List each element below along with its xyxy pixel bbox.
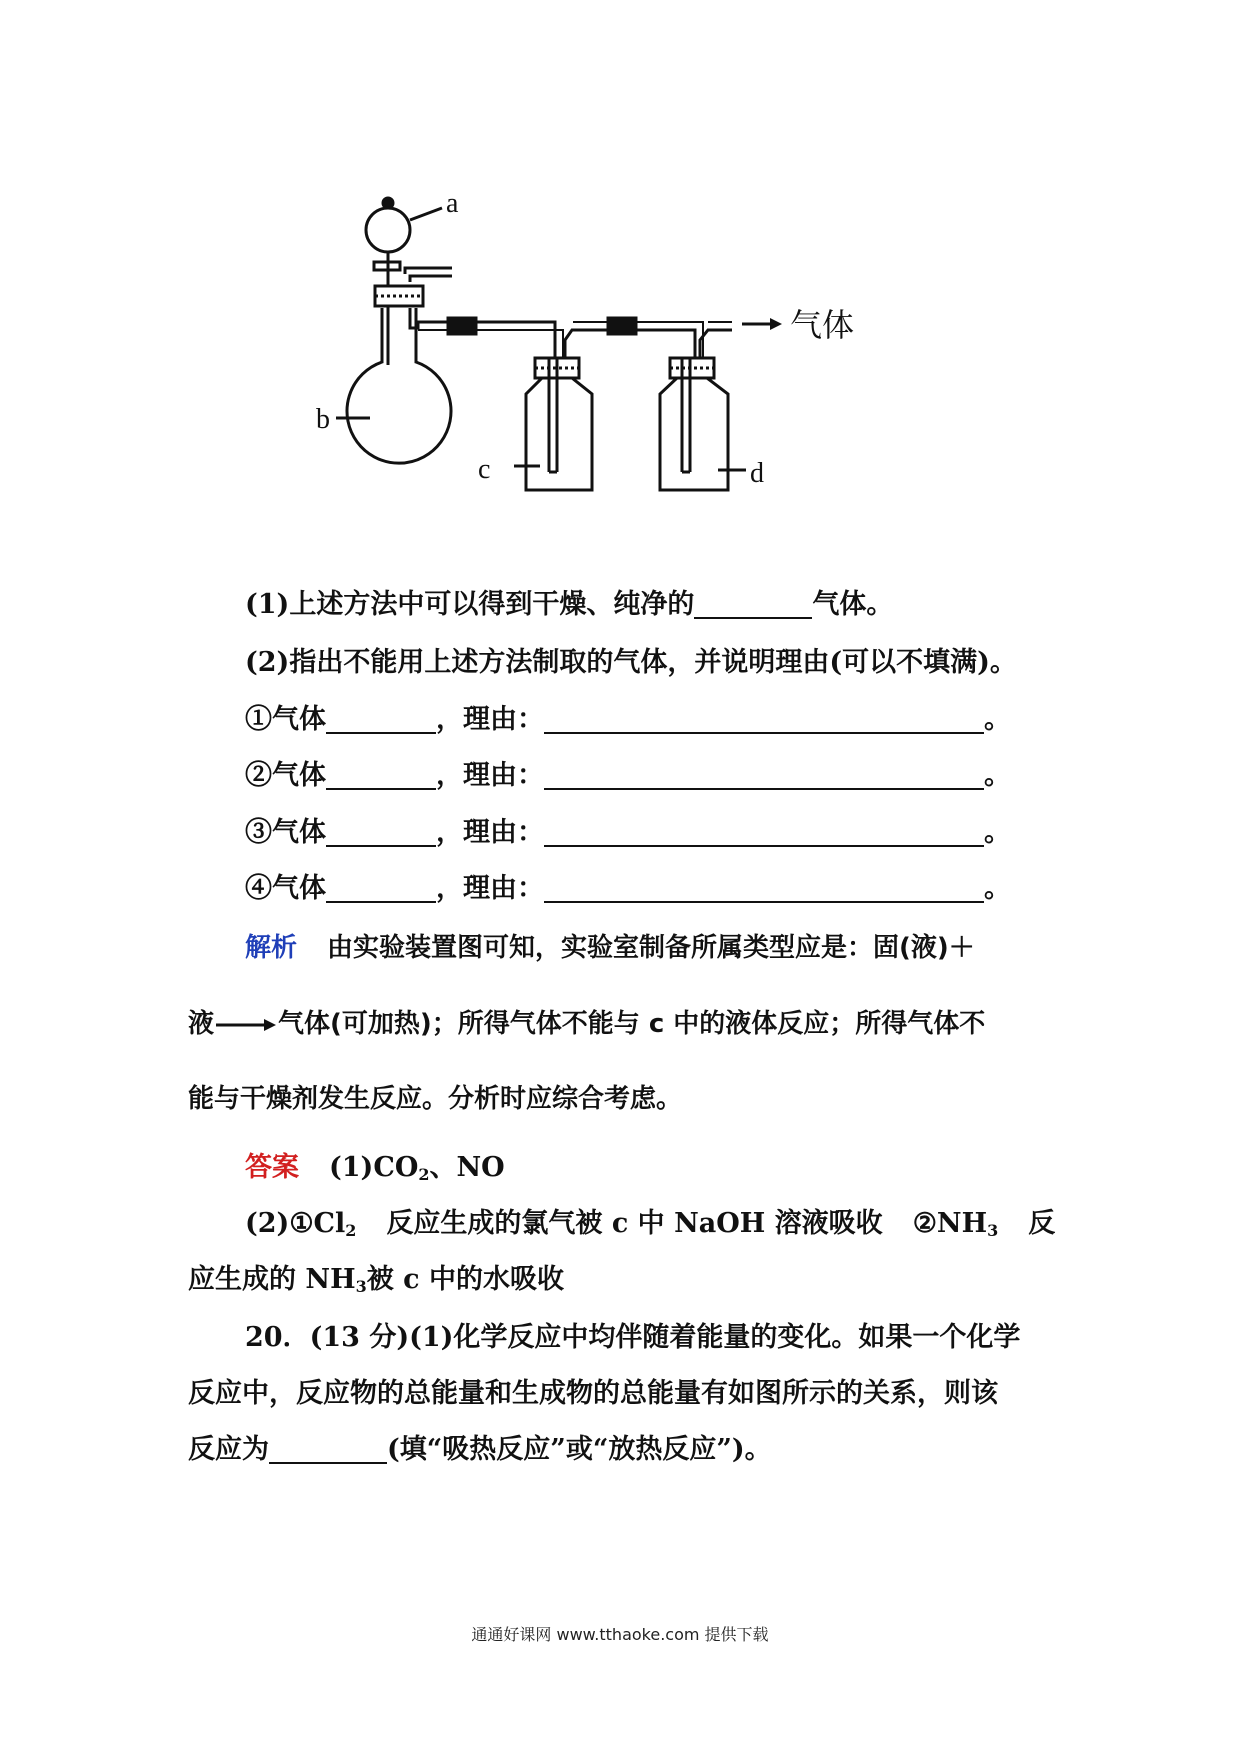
analysis-line-2 <box>188 1004 985 1044</box>
row-reason: ，理由： <box>436 760 544 791</box>
answer-label: 答案 <box>245 1152 299 1183</box>
analysis-line-3: 能与干燥剂发生反应。分析时应综合考虑。 <box>188 1084 683 1114</box>
row-end: 。 <box>984 873 1011 904</box>
gas-blank[interactable] <box>326 762 436 790</box>
funnel-bulb <box>366 208 410 252</box>
answer-2-line2-p1: 应生成的 NH <box>188 1264 356 1295</box>
question-1-prefix: (1)上述方法中可以得到干燥、纯净的 <box>245 589 695 620</box>
row-num: ②气体 <box>245 760 326 791</box>
question-1 <box>245 585 893 625</box>
answer-2-sub2: 3 <box>987 1221 999 1240</box>
answer-blank-1[interactable] <box>694 591 812 619</box>
analysis-text-2a: 液 <box>188 1009 215 1039</box>
bottle-c <box>526 378 592 490</box>
answer-1-tail: 、NO <box>429 1152 505 1183</box>
row-num: ④气体 <box>245 873 326 904</box>
analysis-text-1: 由实验装置图可知，实验室制备所属类型应是：固(液)＋ <box>327 933 975 963</box>
gas-blank[interactable] <box>326 875 436 903</box>
apparatus-diagram <box>316 188 980 565</box>
label-d: d <box>750 458 764 489</box>
row-reason: ，理由： <box>436 704 544 735</box>
reason-row <box>245 700 1011 740</box>
rubber-connector-1 <box>448 318 476 334</box>
row-reason: ，理由： <box>436 873 544 904</box>
analysis-label: 解析 <box>245 933 298 963</box>
analysis-text-2b: 气体(可加热)；所得气体不能与 c 中的液体反应；所得气体不 <box>278 1009 986 1039</box>
answer-2-sub1: 2 <box>345 1221 357 1240</box>
answer-line-2 <box>245 1204 1055 1251</box>
arrow-head <box>770 318 782 330</box>
flask-body <box>347 308 451 463</box>
row-num: ①气体 <box>245 704 326 735</box>
q20-blank[interactable] <box>269 1436 387 1464</box>
gas-blank[interactable] <box>326 819 436 847</box>
reason-blank[interactable] <box>544 706 984 734</box>
label-gas: 气体 <box>790 306 855 344</box>
answer-line-3 <box>188 1260 564 1307</box>
answer-line-1 <box>245 1148 505 1195</box>
analysis-line-1 <box>245 928 975 968</box>
reason-blank[interactable] <box>544 875 984 903</box>
reason-row <box>245 813 1011 853</box>
row-end: 。 <box>984 760 1011 791</box>
q20-line-2: 反应中，反应物的总能量和生成物的总能量有如图所示的关系，则该 <box>188 1378 998 1409</box>
question-2: (2)指出不能用上述方法制取的气体，并说明理由(可以不填满)。 <box>245 647 1017 678</box>
q20-line-1: 20．(13 分)(1)化学反应中均伴随着能量的变化。如果一个化学 <box>245 1322 1021 1353</box>
reason-blank[interactable] <box>544 762 984 790</box>
gas-blank[interactable] <box>326 706 436 734</box>
q20-prefix: 反应为 <box>188 1434 269 1465</box>
answer-2-p2: 反应生成的氯气被 c 中 NaOH 溶液吸收 <box>386 1208 883 1239</box>
q20-suffix: (填“吸热反应”或“放热反应”)。 <box>387 1434 772 1465</box>
label-b: b <box>316 404 330 435</box>
answer-1-sub: 2 <box>418 1165 430 1184</box>
answer-2-p4: 反 <box>1028 1208 1056 1239</box>
q20-line-3 <box>188 1430 772 1470</box>
reason-row <box>245 756 1011 796</box>
reason-blank[interactable] <box>544 819 984 847</box>
row-num: ③气体 <box>245 817 326 848</box>
answer-2-line2-p2: 被 c 中的水吸收 <box>366 1264 564 1295</box>
answer-2-line2-sub: 3 <box>355 1277 367 1296</box>
row-reason: ，理由： <box>436 817 544 848</box>
label-a: a <box>446 188 459 219</box>
bottle-d <box>660 378 728 490</box>
answer-2-p3: ②NH <box>912 1208 988 1239</box>
row-end: 。 <box>984 817 1011 848</box>
reason-row <box>245 869 1011 909</box>
answer-1: (1)CO <box>329 1152 419 1183</box>
row-end: 。 <box>984 704 1011 735</box>
question-1-suffix: 气体。 <box>812 589 894 620</box>
page-footer: 通通好课网 www.tthaoke.com 提供下载 <box>471 1625 769 1644</box>
answer-2-p1: (2)①Cl <box>245 1208 346 1239</box>
rubber-connector-2 <box>608 318 636 334</box>
label-c: c <box>478 454 491 485</box>
reaction-arrow-icon <box>214 1015 278 1035</box>
